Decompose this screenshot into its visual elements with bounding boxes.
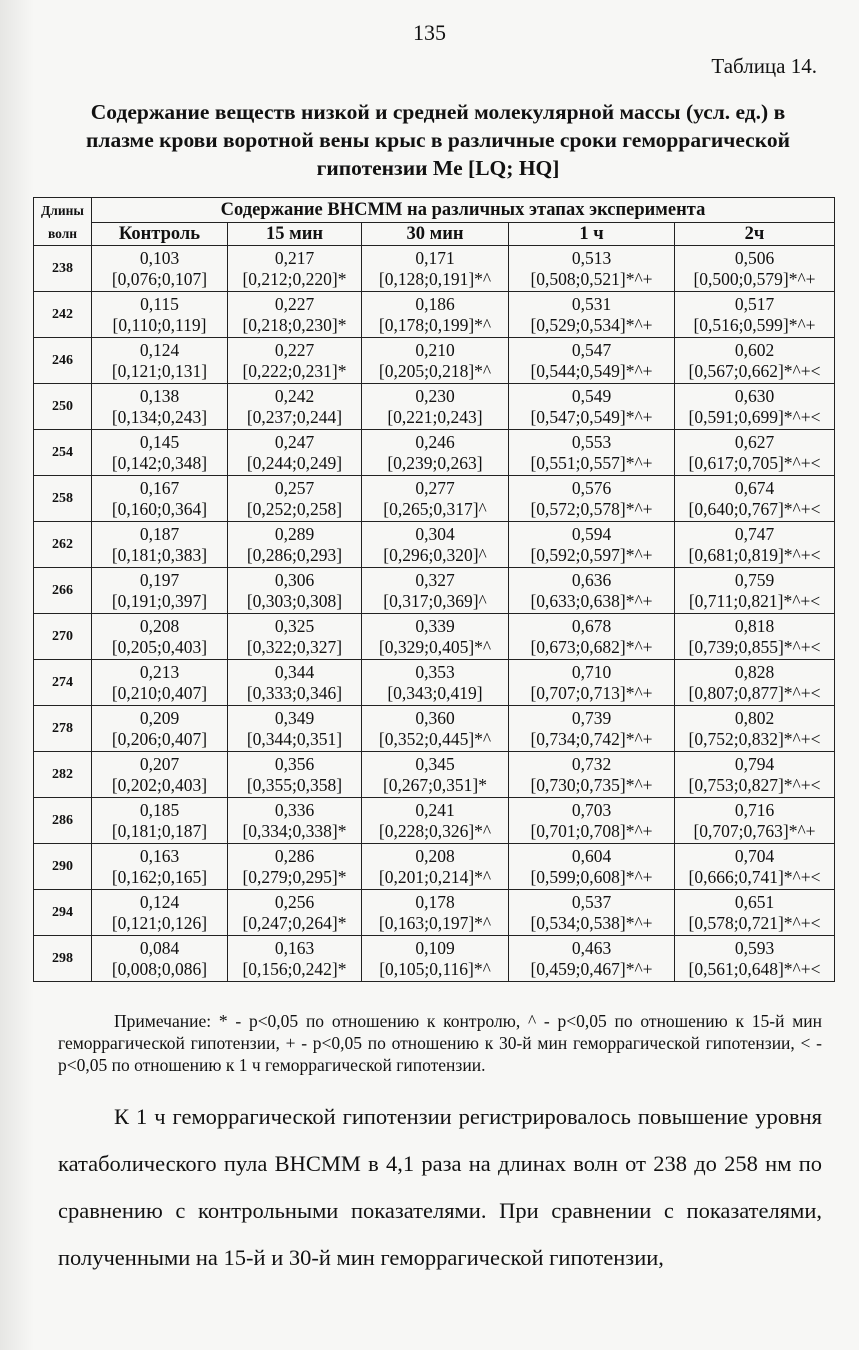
table-cell [228,706,362,752]
median-value: 0,124 [139,339,180,360]
wavelength-cell: 242 [34,292,92,338]
quartile-range: [0,578;0,721]*^+< [688,912,821,933]
quartile-range: [0,711;0,821]*^+< [688,590,821,611]
table-cell [228,384,362,430]
quartile-range: [0,508;0,521]*^+ [530,268,653,289]
wavelength-cell: 238 [34,246,92,292]
median-value: 0,651 [734,891,775,912]
quartile-range: [0,500;0,579]*^+ [693,268,816,289]
quartile-range: [0,753;0,827]*^+< [688,774,821,795]
table-cell [509,568,675,614]
table-cell [92,798,228,844]
wavelength-cell: 250 [34,384,92,430]
quartile-range: [0,329;0,405]*^ [378,636,492,657]
median-value: 0,213 [139,661,180,682]
median-value: 0,630 [734,385,775,406]
table-row [34,384,835,430]
median-value: 0,178 [415,891,455,912]
table-cell [362,476,509,522]
median-value: 0,517 [734,293,775,314]
quartile-range: [0,334;0,338]* [242,820,347,841]
quartile-range: [0,228;0,326]*^ [378,820,492,841]
table-cell [92,844,228,890]
quartile-range: [0,333;0,346] [246,682,343,703]
median-value: 0,247 [274,431,315,452]
quartile-range: [0,191;0,397] [111,590,208,611]
median-value: 0,289 [274,523,315,544]
table-cell [92,936,228,982]
median-value: 0,327 [415,569,455,590]
table-cell [509,522,675,568]
table-cell [228,936,362,982]
median-value: 0,208 [415,845,455,866]
table-cell [92,292,228,338]
median-value: 0,227 [274,293,315,314]
quartile-range: [0,205;0,403] [111,636,208,657]
table-row [34,476,835,522]
quartile-range: [0,206;0,407] [111,728,208,749]
median-value: 0,463 [571,937,612,958]
table-cell [509,338,675,384]
quartile-range: [0,286;0,293] [246,544,343,565]
median-value: 0,828 [734,661,775,682]
quartile-range: [0,591;0,699]*^+< [688,406,821,427]
table-cell [362,706,509,752]
quartile-range: [0,730;0,735]*^+ [530,774,653,795]
table-cell [509,476,675,522]
table-row [34,292,835,338]
wavelength-cell: 270 [34,614,92,660]
quartile-range: [0,156;0,242]* [242,958,347,979]
table-cell [675,384,835,430]
median-value: 0,547 [571,339,612,360]
quartile-range: [0,617;0,705]*^+< [688,452,821,473]
median-value: 0,356 [274,753,315,774]
quartile-range: [0,160;0,364] [111,498,208,519]
quartile-range: [0,267;0,351]* [382,774,488,795]
table-cell [509,890,675,936]
median-value: 0,732 [571,753,612,774]
table-cell [675,798,835,844]
table-cell [362,936,509,982]
quartile-range: [0,212;0,220]* [242,268,347,289]
median-value: 0,277 [415,477,455,498]
median-value: 0,124 [139,891,180,912]
median-value: 0,208 [139,615,180,636]
quartile-range: [0,265;0,317]^ [383,498,487,519]
table-cell [362,246,509,292]
median-value: 0,286 [274,845,315,866]
quartile-range: [0,633;0,638]*^+ [530,590,653,611]
median-value: 0,349 [274,707,315,728]
table-cell [675,292,835,338]
median-value: 0,339 [415,615,455,636]
quartile-range: [0,134;0,243] [111,406,208,427]
quartile-range: [0,551;0,557]*^+ [530,452,653,473]
wavelength-cell: 290 [34,844,92,890]
quartile-range: [0,076;0,107] [111,268,208,289]
wavelength-cell: 278 [34,706,92,752]
column-header: Контроль [92,223,228,246]
table-cell [228,660,362,706]
table-cell [675,430,835,476]
median-value: 0,549 [571,385,612,406]
median-value: 0,241 [415,799,455,820]
quartile-range: [0,303;0,308] [246,590,343,611]
quartile-range: [0,162;0,165] [111,866,208,887]
quartile-range: [0,221;0,243] [387,406,483,427]
table-cell [675,660,835,706]
table-cell [675,936,835,982]
column-header: 2ч [675,223,835,246]
table-cell [228,890,362,936]
wavelength-cell: 254 [34,430,92,476]
table-cell [92,568,228,614]
quartile-range: [0,181;0,383] [111,544,208,565]
median-value: 0,747 [734,523,775,544]
wavelength-cell: 246 [34,338,92,384]
table-cell [362,338,509,384]
median-value: 0,207 [139,753,180,774]
table-cell [362,292,509,338]
table-cell [362,522,509,568]
table-cell [92,338,228,384]
table-cell [92,660,228,706]
median-value: 0,636 [571,569,612,590]
table-cell [675,338,835,384]
median-value: 0,103 [139,247,180,268]
median-value: 0,109 [415,937,455,958]
quartile-range: [0,201;0,214]*^ [378,866,492,887]
median-value: 0,627 [734,431,775,452]
quartile-range: [0,344;0,351] [246,728,343,749]
table-cell [362,844,509,890]
quartile-range: [0,739;0,855]*^+< [688,636,821,657]
median-value: 0,197 [139,569,180,590]
quartile-range: [0,534;0,538]*^+ [530,912,653,933]
wavelength-cell: 258 [34,476,92,522]
quartile-range: [0,222;0,231]* [242,360,347,381]
table-row [34,936,835,982]
median-value: 0,256 [274,891,315,912]
median-value: 0,531 [571,293,612,314]
table-cell [228,338,362,384]
table-cell [675,890,835,936]
table-cell [675,752,835,798]
median-value: 0,553 [571,431,612,452]
table-row [34,430,835,476]
wavelength-cell: 294 [34,890,92,936]
median-value: 0,246 [415,431,455,452]
median-value: 0,210 [415,339,455,360]
quartile-range: [0,210;0,407] [111,682,208,703]
median-value: 0,186 [415,293,455,314]
wavelength-cell: 266 [34,568,92,614]
quartile-range: [0,701;0,708]*^+ [530,820,653,841]
wavelength-cell: 286 [34,798,92,844]
column-header: 1 ч [509,223,675,246]
table-cell [362,384,509,430]
median-value: 0,759 [734,569,775,590]
median-value: 0,602 [734,339,775,360]
quartile-range: [0,181;0,187] [111,820,208,841]
quartile-range: [0,561;0,648]*^+< [688,958,821,979]
median-value: 0,360 [415,707,455,728]
median-value: 0,604 [571,845,612,866]
median-value: 0,115 [140,293,179,314]
quartile-range: [0,352;0,445]*^ [378,728,492,749]
quartile-range: [0,707;0,763]*^+ [693,820,816,841]
table-cell [92,752,228,798]
quartile-range: [0,640;0,767]*^+< [688,498,821,519]
quartile-range: [0,128;0,191]*^ [378,268,492,289]
table-note: Примечание: * - p<0,05 по отношению к контролю, ^ - p<0,05 по отношению к 15-й мин геморрагической гипотензии, + - p<0,05 по отношению к 30-й мин геморрагической гипотензии, < - p<0,05 по отношению к 1 ч геморрагической гипотензии. [58,1011,822,1075]
quartile-range: [0,239;0,263] [387,452,483,473]
median-value: 0,187 [139,523,180,544]
quartile-range: [0,547;0,549]*^+ [530,406,653,427]
quartile-range: [0,163;0,197]*^ [378,912,492,933]
table-row [34,660,835,706]
median-value: 0,794 [734,753,775,774]
quartile-range: [0,544;0,549]*^+ [530,360,653,381]
page-number: 135 [413,20,446,45]
table-row [34,706,835,752]
table-cell [509,752,675,798]
quartile-range: [0,599;0,608]*^+ [530,866,653,887]
column-header: 30 мин [362,223,509,246]
quartile-range: [0,218;0,230]* [242,314,347,335]
quartile-range: [0,121;0,131] [111,360,208,381]
table-cell [228,844,362,890]
median-value: 0,145 [139,431,180,452]
table-row [34,338,835,384]
column-header: 15 мин [228,223,362,246]
group-header: Содержание ВНСММ на различных этапах эксперимента [92,198,835,223]
table-cell [675,568,835,614]
quartile-range: [0,459;0,467]*^+ [530,958,653,979]
table-title: Содержание веществ низкой и средней молекулярной массы (усл. ед.) в плазме крови воротной вены крыс в различные сроки геморрагической гипотензии Me [LQ; HQ] [86,100,790,180]
median-value: 0,242 [274,385,315,406]
median-value: 0,353 [415,661,455,682]
median-value: 0,576 [571,477,612,498]
median-value: 0,818 [734,615,775,636]
table-cell [228,292,362,338]
quartile-range: [0,572;0,578]*^+ [530,498,653,519]
quartile-range: [0,807;0,877]*^+< [688,682,821,703]
body-paragraph: К 1 ч геморрагической гипотензии регистрировалось повышение уровня катаболического пула ВНСММ в 4,1 раза на длинах волн от 238 до 258 нм по сравнению с контрольными показателями. При сравнении с показателями, полученными на 15-й и 30-й мин геморрагической гипотензии, [58,1104,822,1270]
median-value: 0,171 [415,247,455,268]
table-cell [509,430,675,476]
table-cell [92,522,228,568]
median-value: 0,537 [571,891,612,912]
table-row [34,890,835,936]
median-value: 0,227 [274,339,315,360]
table-cell [362,430,509,476]
median-value: 0,167 [139,477,180,498]
table-cell [228,430,362,476]
quartile-range: [0,237;0,244] [246,406,343,427]
median-value: 0,506 [734,247,775,268]
quartile-range: [0,355;0,358] [246,774,343,795]
table-cell [92,706,228,752]
quartile-range: [0,008;0,086] [111,958,208,979]
quartile-range: [0,681;0,819]*^+< [688,544,821,565]
median-value: 0,593 [734,937,775,958]
median-value: 0,325 [274,615,315,636]
table-cell [228,246,362,292]
table-cell [509,292,675,338]
table-cell [228,614,362,660]
table-cell [92,614,228,660]
table-cell [509,936,675,982]
table-cell [228,798,362,844]
wavelength-header: Длины волн [34,198,92,246]
quartile-range: [0,734;0,742]*^+ [530,728,653,749]
quartile-range: [0,205;0,218]*^ [378,360,492,381]
median-value: 0,703 [571,799,612,820]
quartile-range: [0,178;0,199]*^ [378,314,492,335]
quartile-range: [0,529;0,534]*^+ [530,314,653,335]
median-value: 0,217 [274,247,315,268]
table-cell [675,476,835,522]
median-value: 0,138 [139,385,180,406]
table-cell [509,798,675,844]
table-cell [509,706,675,752]
quartile-range: [0,296;0,320]^ [383,544,487,565]
table-cell [228,476,362,522]
median-value: 0,306 [274,569,315,590]
median-value: 0,513 [571,247,612,268]
wavelength-cell: 298 [34,936,92,982]
median-value: 0,163 [139,845,180,866]
median-value: 0,209 [139,707,180,728]
wavelength-cell: 262 [34,522,92,568]
table-cell [675,706,835,752]
median-value: 0,336 [274,799,315,820]
table-body [34,246,835,982]
table-row [34,798,835,844]
quartile-range: [0,279;0,295]* [242,866,347,887]
table-cell [362,660,509,706]
median-value: 0,716 [734,799,775,820]
table-cell [362,568,509,614]
table-cell [362,798,509,844]
quartile-range: [0,252;0,258] [246,498,343,519]
table-cell [228,752,362,798]
table-cell [362,614,509,660]
median-value: 0,345 [415,753,455,774]
scan-edge [0,0,34,1350]
table-cell [92,430,228,476]
quartile-range: [0,317;0,369]^ [383,590,487,611]
table-caption: Таблица 14. [711,54,817,78]
median-value: 0,710 [571,661,612,682]
table-cell [675,522,835,568]
table-cell [675,844,835,890]
table-cell [509,844,675,890]
wavelength-cell: 282 [34,752,92,798]
table-cell [92,384,228,430]
table-cell [509,660,675,706]
quartile-range: [0,244;0,249] [246,452,343,473]
table-row [34,752,835,798]
median-value: 0,344 [274,661,315,682]
median-value: 0,230 [415,385,455,406]
table-cell [509,614,675,660]
quartile-range: [0,567;0,662]*^+< [688,360,821,381]
quartile-range: [0,516;0,599]*^+ [693,314,816,335]
table-cell [92,476,228,522]
table-cell [675,614,835,660]
quartile-range: [0,142;0,348] [111,452,208,473]
table-row [34,246,835,292]
median-value: 0,674 [734,477,775,498]
median-value: 0,678 [571,615,612,636]
median-value: 0,704 [734,845,775,866]
quartile-range: [0,752;0,832]*^+< [688,728,821,749]
median-value: 0,594 [571,523,612,544]
quartile-range: [0,105;0,116]*^ [379,958,491,979]
median-value: 0,802 [734,707,775,728]
quartile-range: [0,343;0,419] [387,682,483,703]
quartile-range: [0,247;0,264]* [242,912,347,933]
table-row [34,844,835,890]
median-value: 0,304 [415,523,455,544]
quartile-range: [0,673;0,682]*^+ [530,636,653,657]
table-cell [92,890,228,936]
table-row [34,614,835,660]
median-value: 0,163 [274,937,315,958]
quartile-range: [0,666;0,741]*^+< [688,866,821,887]
table-cell [362,752,509,798]
table-cell [228,522,362,568]
table-cell [228,568,362,614]
median-value: 0,257 [274,477,315,498]
table-cell [675,246,835,292]
quartile-range: [0,322;0,327] [246,636,343,657]
quartile-range: [0,202;0,403] [111,774,208,795]
table-cell [362,890,509,936]
quartile-range: [0,707;0,713]*^+ [530,682,653,703]
median-value: 0,185 [139,799,180,820]
median-value: 0,739 [571,707,612,728]
quartile-range: [0,110;0,119] [112,314,207,335]
wavelength-cell: 274 [34,660,92,706]
quartile-range: [0,121;0,126] [111,912,208,933]
median-value: 0,084 [139,937,180,958]
table-cell [92,246,228,292]
quartile-range: [0,592;0,597]*^+ [530,544,653,565]
table-cell [509,246,675,292]
data-table [33,197,835,982]
table-row [34,568,835,614]
table-cell [509,384,675,430]
table-row [34,522,835,568]
